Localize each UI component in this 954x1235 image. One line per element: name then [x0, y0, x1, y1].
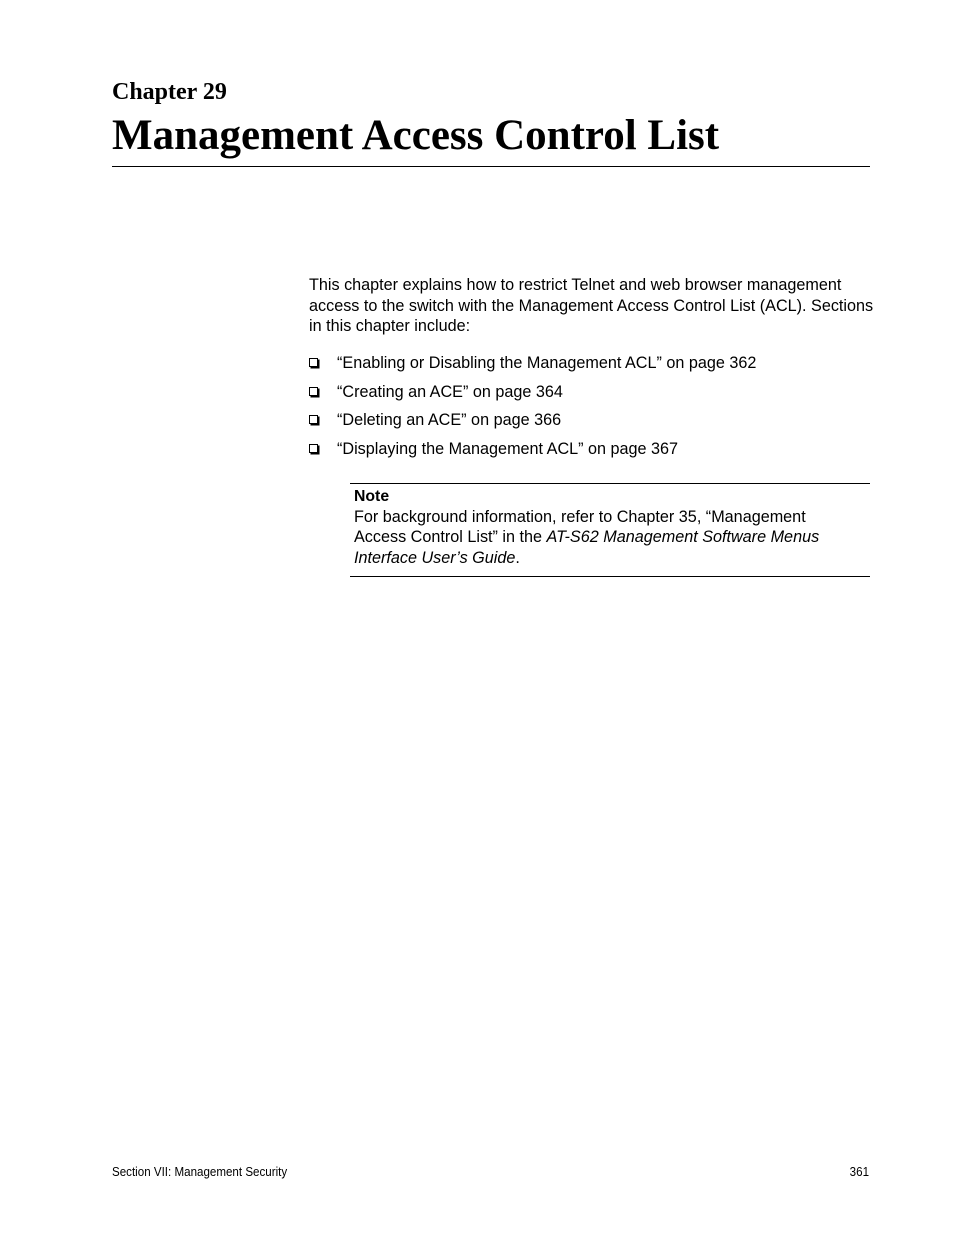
list-item[interactable] — [309, 409, 874, 438]
section-link[interactable]: “Displaying the Management ACL” on page 367 — [337, 439, 679, 458]
guide-title: AT-S62 Management Software Menus Interface User’s Guide — [354, 528, 820, 567]
checkbox-bullet-icon — [309, 415, 318, 424]
page-title: Management Access Control List — [112, 112, 720, 159]
title-divider — [112, 166, 870, 167]
section-link[interactable]: “Deleting an ACE” on page 366 — [337, 411, 562, 429]
checkbox-bullet-icon — [309, 387, 318, 396]
intro-paragraph: This chapter explains how to restrict Telnet and web browser management access to the switch with the Management Access Control List (ACL). Sections in this chapter include: — [309, 276, 874, 335]
section-link[interactable]: “Creating an ACE” on page 364 — [337, 382, 563, 401]
note-text-after: . — [515, 548, 520, 567]
checkbox-bullet-icon — [309, 358, 318, 367]
note-box — [350, 483, 870, 577]
section-list — [309, 352, 874, 466]
section-link[interactable]: “Enabling or Disabling the Management ACL” on page 362 — [337, 354, 757, 372]
list-item[interactable] — [309, 438, 874, 467]
page-number: 361 — [849, 1165, 869, 1179]
list-item[interactable] — [309, 381, 874, 410]
chapter-label: Chapter 29 — [112, 79, 227, 105]
note-text-before: For background information, refer to Chapter 35, “Management Access Control List” in the — [354, 508, 806, 547]
note-heading: Note — [354, 488, 390, 505]
checkbox-bullet-icon — [309, 444, 318, 453]
list-item[interactable] — [309, 352, 874, 381]
note-text — [354, 507, 859, 568]
footer-section-title: Section VII: Management Security — [112, 1165, 288, 1179]
